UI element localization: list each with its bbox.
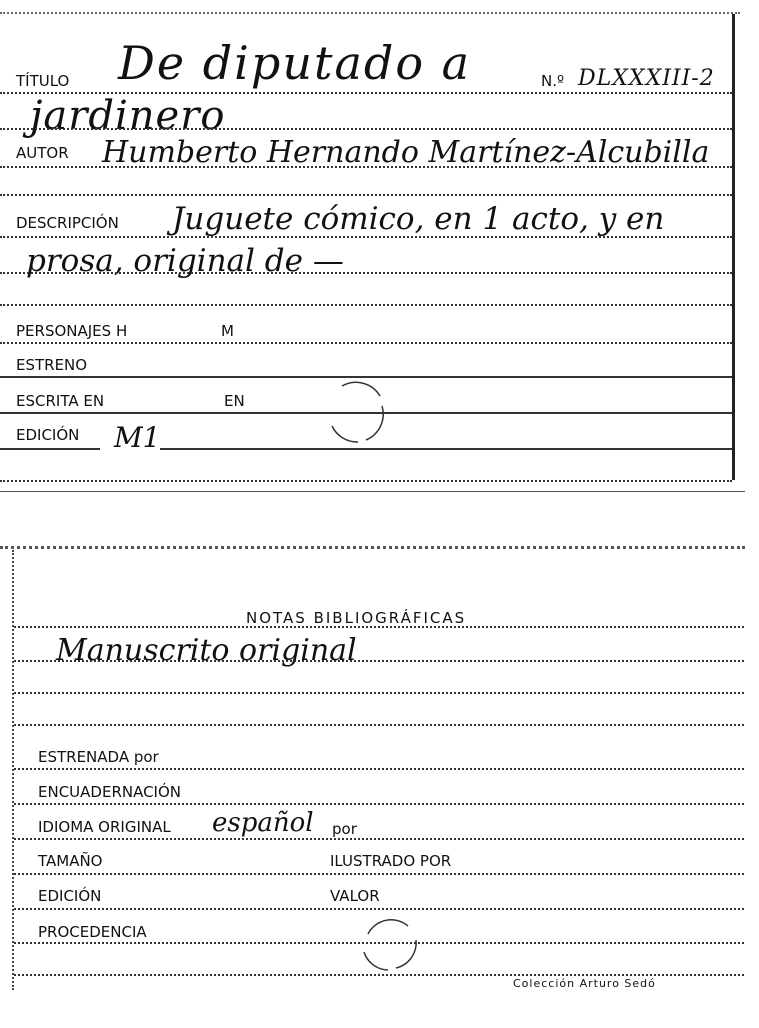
descripcion-rule-1 (0, 236, 732, 238)
procedencia-label: PROCEDENCIA (38, 923, 147, 941)
edicion-label: EDICIÓN (16, 426, 80, 444)
top-card-top-edge (0, 12, 740, 14)
notas-title: NOTAS BIBLIOGRÁFICAS (246, 609, 467, 627)
edicion-rule-2 (0, 480, 732, 482)
top-card-right-edge (732, 14, 735, 480)
estrenada-label: ESTRENADA por (38, 748, 159, 766)
idioma-por-label: por (332, 820, 357, 838)
descripcion-rule-2 (0, 272, 732, 274)
ilustrado-label: ILUSTRADO POR (330, 852, 452, 870)
estreno-label: ESTRENO (16, 356, 88, 374)
edicion-label-bottom: EDICIÓN (38, 887, 102, 905)
collection-footer: Colección Arturo Sedó (513, 977, 656, 990)
descripcion-value-line1: Juguete cómico, en 1 acto, y en (172, 201, 665, 237)
personajes-label: PERSONAJES H (16, 322, 128, 340)
titulo-value-line1: De diputado a (118, 36, 472, 90)
bottom-card (0, 520, 759, 1028)
valor-label: VALOR (330, 887, 380, 905)
encuadernacion-label: ENCUADERNACIÓN (38, 783, 182, 801)
edicion-rule-right (160, 448, 732, 450)
notas-rule-1 (14, 626, 744, 628)
edicion-rule-bottom (14, 908, 744, 910)
autor-rule (0, 166, 732, 168)
autor-rule-2 (0, 194, 732, 196)
estrenada-rule (14, 768, 744, 770)
tamano-rule (14, 873, 744, 875)
titulo-value-line2: jardinero (30, 93, 226, 139)
titulo-label: TÍTULO (16, 72, 70, 90)
idioma-label: IDIOMA ORIGINAL (38, 818, 171, 836)
notas-value: Manuscrito original (56, 633, 357, 668)
notas-rule-4 (14, 724, 744, 726)
stamp-circle-bottom (356, 918, 426, 978)
notas-rule-3 (14, 692, 744, 694)
edicion-value: M1 (114, 421, 161, 454)
encuadernacion-rule (14, 803, 744, 805)
estreno-rule (0, 376, 732, 378)
en-label: EN (224, 392, 245, 410)
top-card-bottom-edge (0, 491, 745, 492)
autor-label: AUTOR (16, 144, 69, 162)
descripcion-value-line2: prosa, original de — (26, 243, 344, 279)
bottom-card-left-edge (12, 550, 14, 990)
numero-label: N.º (541, 72, 565, 90)
autor-value: Humberto Hernando Martínez-Alcubilla (102, 135, 710, 170)
numero-value: DLXXXIII-2 (578, 66, 715, 91)
descripcion-rule-3 (0, 304, 732, 306)
descripcion-label: DESCRIPCIÓN (16, 214, 119, 232)
edicion-rule (0, 448, 100, 450)
personajes-rule (0, 342, 732, 344)
notas-rule-2 (14, 660, 744, 662)
escrita-en-label: ESCRITA EN (16, 392, 105, 410)
top-card (0, 0, 759, 500)
idioma-value: español (212, 808, 314, 838)
stamp-circle (322, 380, 392, 450)
bottom-card-top-edge (0, 546, 745, 549)
idioma-rule (14, 838, 744, 840)
tamano-label: TAMAÑO (38, 852, 103, 870)
personajes-m-label: M (221, 322, 234, 340)
titulo-rule-2 (0, 128, 732, 130)
